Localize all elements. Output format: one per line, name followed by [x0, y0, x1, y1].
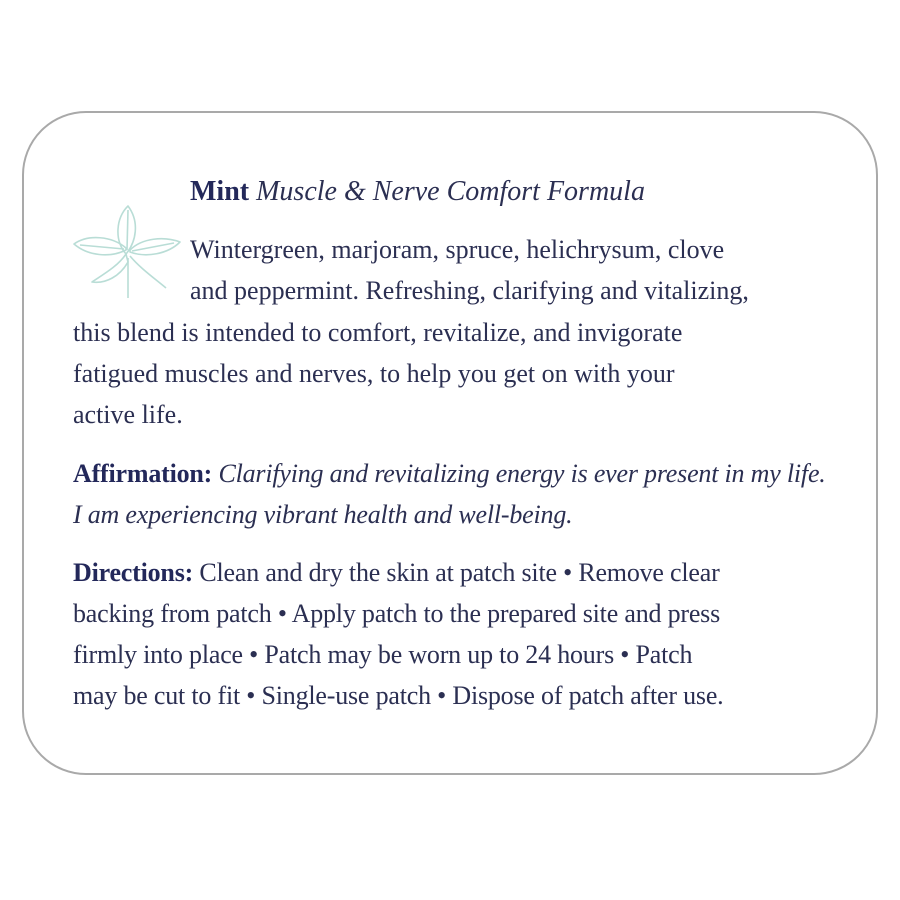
product-subtitle: Muscle & Nerve Comfort Formula	[256, 176, 645, 207]
affirmation-text-line2: I am experiencing vibrant health and well-being.	[73, 500, 573, 529]
directions-text-line4: may be cut to fit • Single-use patch • Dispose of patch after use.	[73, 681, 724, 710]
description-line: Wintergreen, marjoram, spruce, helichrysum, clove	[190, 235, 725, 264]
directions-section	[73, 552, 724, 716]
directions-label: Directions:	[73, 558, 194, 587]
directions-text-line3: firmly into place • Patch may be worn up to 24 hours • Patch	[73, 640, 693, 669]
affirmation-text: Clarifying and revitalizing energy is ever present in my life.	[218, 459, 826, 488]
description-line: fatigued muscles and nerves, to help you get on with your	[73, 359, 675, 388]
product-title	[190, 172, 645, 212]
directions-text-line2: backing from patch • Apply patch to the prepared site and press	[73, 599, 721, 628]
affirmation-section	[73, 453, 826, 535]
mint-leaf-icon	[68, 188, 188, 300]
affirmation-label: Affirmation:	[73, 459, 213, 488]
directions-text: Clean and dry the skin at patch site • Remove clear	[199, 558, 720, 587]
description-line: active life.	[73, 400, 183, 429]
description-body	[73, 312, 682, 435]
product-name: Mint	[190, 176, 250, 207]
description-line: this blend is intended to comfort, revitalize, and invigorate	[73, 318, 683, 347]
description-intro	[190, 229, 749, 311]
description-line: and peppermint. Refreshing, clarifying and vitalizing,	[190, 276, 749, 305]
